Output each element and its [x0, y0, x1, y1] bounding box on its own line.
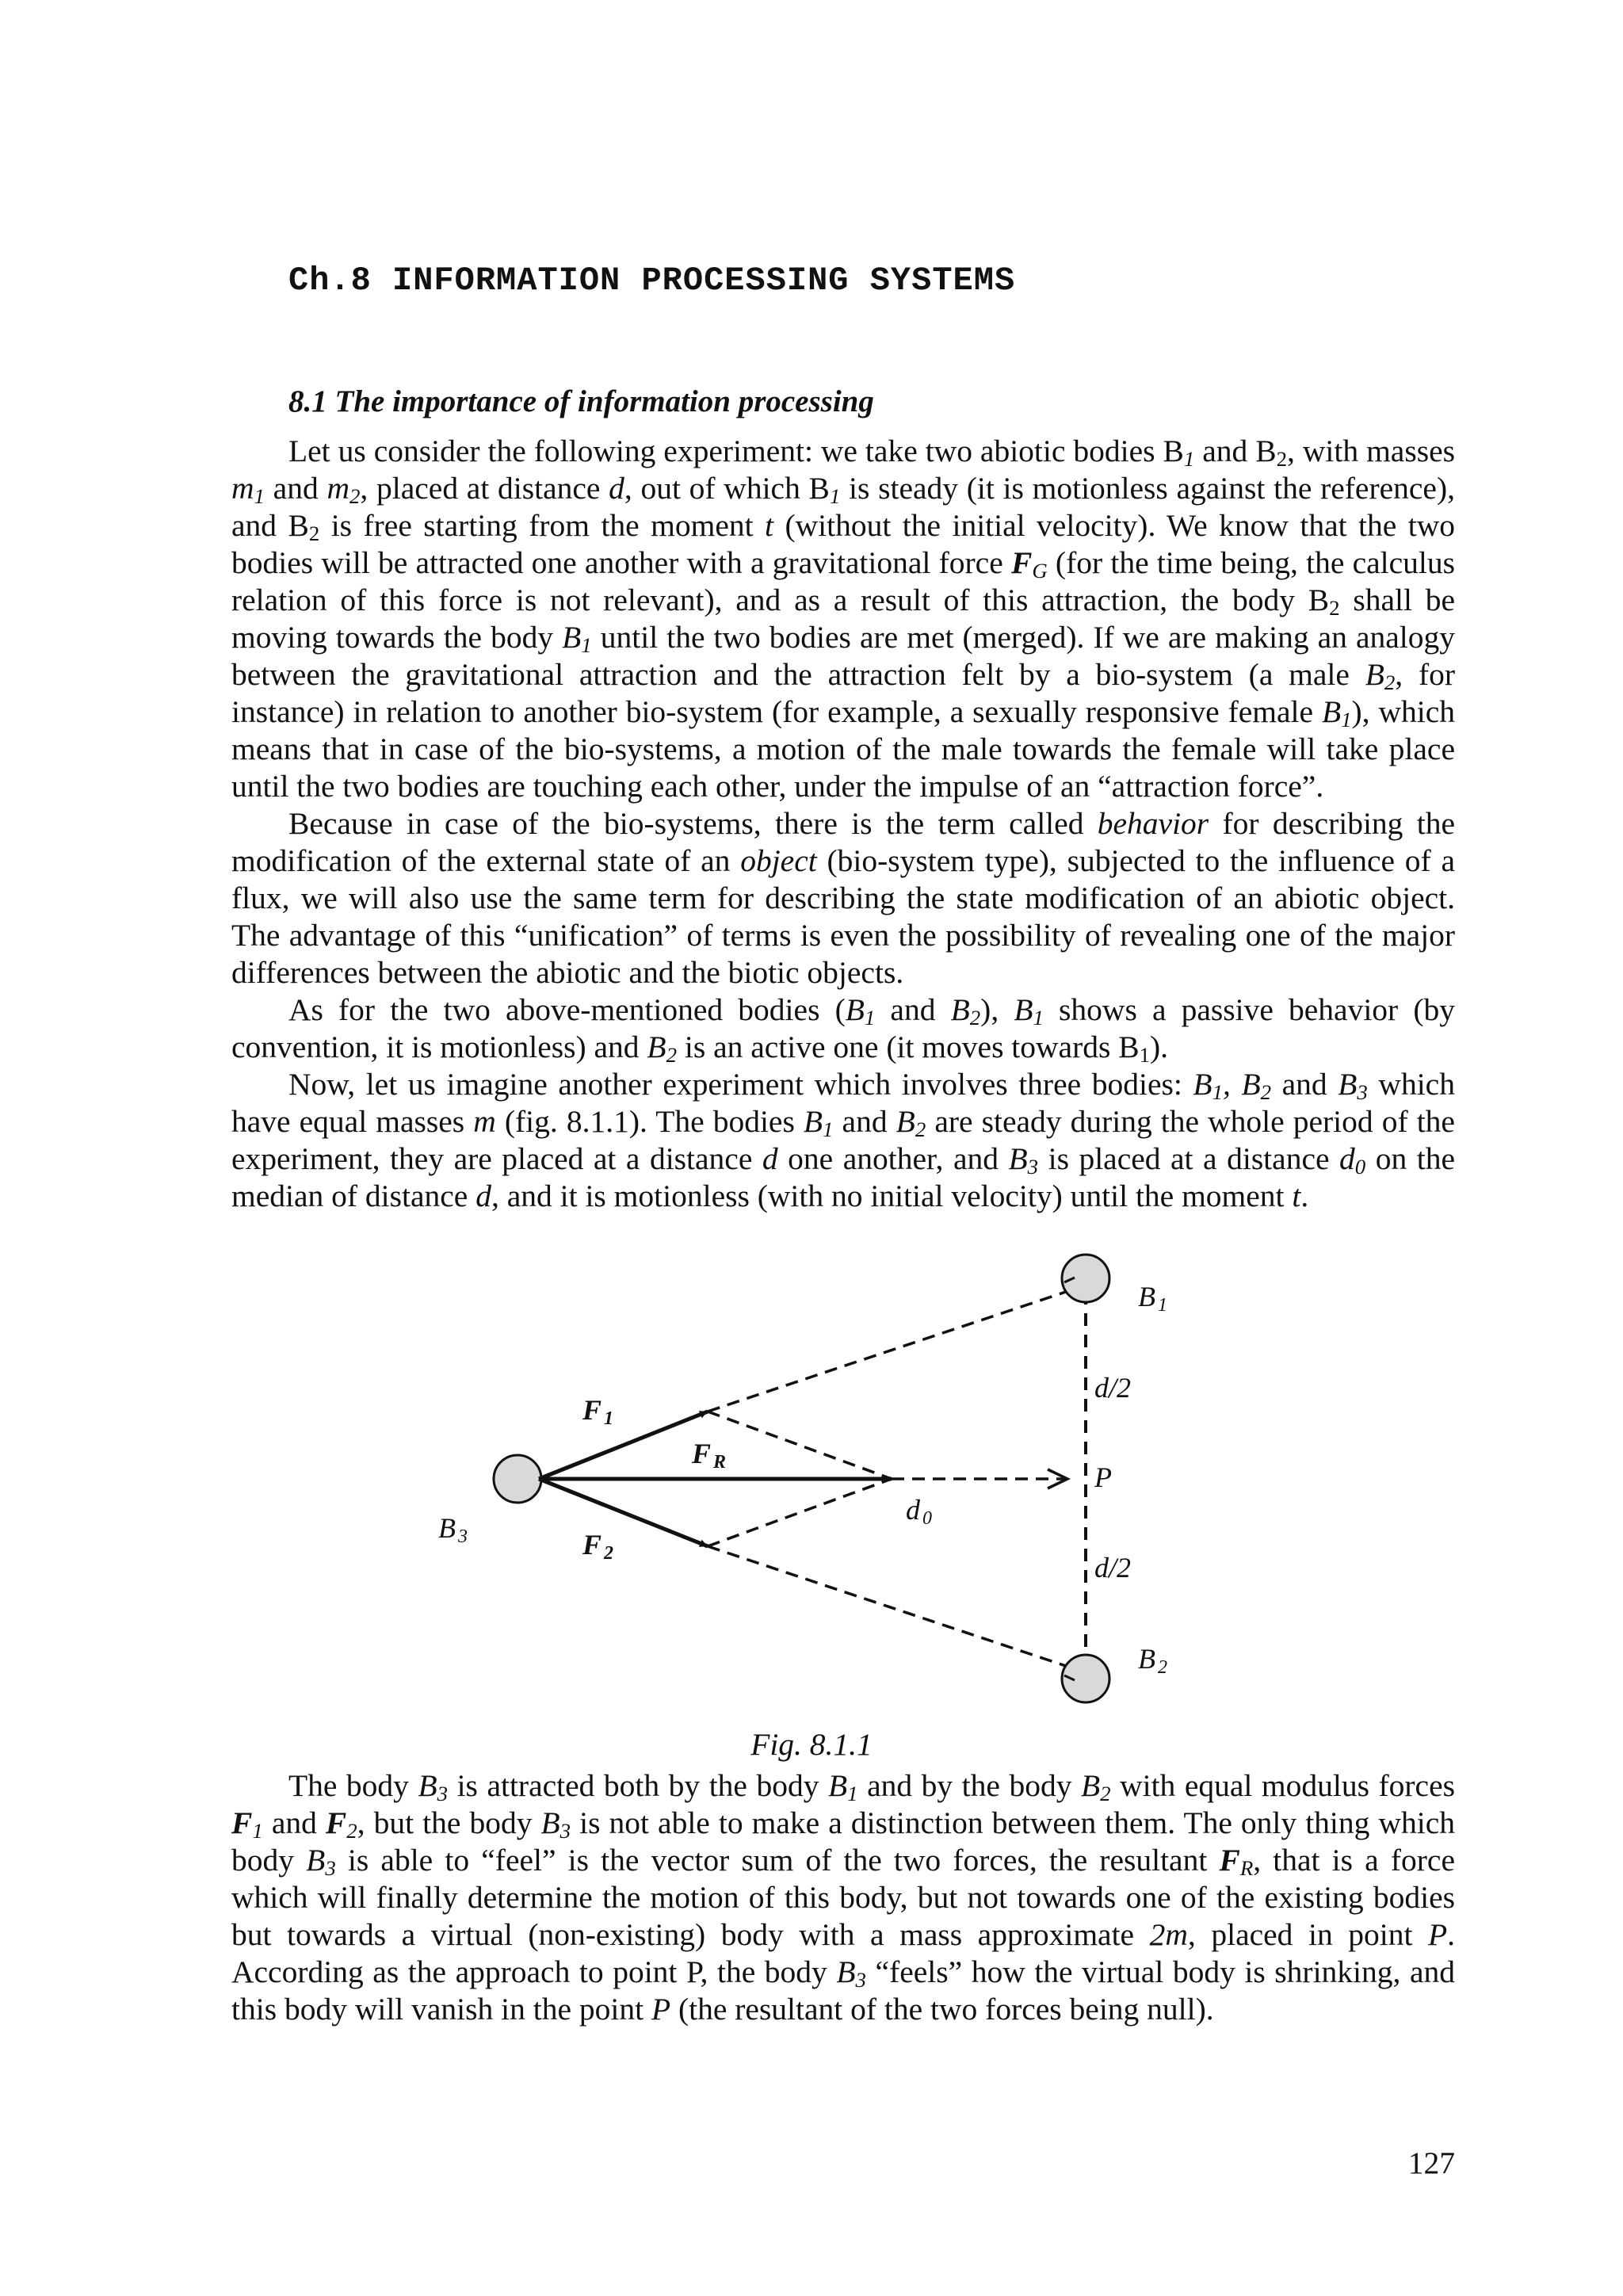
section-title: 8.1 The importance of information processing	[288, 384, 874, 418]
paragraph-4: Now, let us imagine another experiment which involves three bodies: $B_1$, $B_2$ and $B_3$ which have equal masses m (fig. 8.1.1). The bodies $B_1$ and $B_2$ are steady during the whole period of the experiment, they are placed at a distance d one another, and $B_3$ is placed at a distance $d_0$ on the median of distance d, and it is motionless (with no initial velocity) until the moment t.	[231, 1067, 1455, 1213]
label-f1: F 1	[582, 1394, 614, 1429]
paragraph-1: Let us consider the following experiment: we take two abiotic bodies $B_1$ and $B_2$, with masses $m_1$ and $m_2$, placed at distance d, out of which $B_1$ is steady (it is motionless against the reference), and $B_2$ is free starting from the moment t (without the initial velocity). We know that the two bodies will be attracted one another with a gravitational force $F_G$ (for the time being, the calculus relation of this force is not relevant), and as a result of this attraction, the body $B_2$ shall be moving towards the body $B_1$ until the two bodies are met (merged). If we are making an analogy between the gravitational attraction and the attraction felt by a bio-system (a male $B_2$, for instance) in relation to another bio-system (for example, a sexually responsive female $B_1$), which means that in case of the bio-systems, a motion of the male towards the female will take place until the two bodies are touching each other, under the impulse of an “attraction force”.	[231, 434, 1455, 804]
body-b1	[1062, 1255, 1109, 1302]
chapter-title: Ch.8 INFORMATION PROCESSING SYSTEMS	[288, 262, 1016, 300]
dashed-line-f1-to-fr	[708, 1412, 892, 1479]
label-b3: B 3	[438, 1512, 468, 1547]
force-f1-arrow	[539, 1412, 708, 1479]
label-d0: d 0	[906, 1494, 932, 1529]
label-half-top: d/2	[1094, 1372, 1132, 1404]
label-b1: B 1	[1138, 1281, 1167, 1316]
paragraph-3: As for the two above-mentioned bodies ($B_1$ and $B_2$), $B_1$ shows a passive behavior (by convention, it is motionless) and $B_2$ is an active one (it moves towards $B_1$).	[231, 992, 1455, 1067]
dashed-line-f2-to-fr	[708, 1479, 892, 1546]
force-f2-arrow	[539, 1479, 708, 1546]
label-fr: F R	[692, 1438, 727, 1473]
figure-caption: Fig. 8.1.1	[750, 1727, 873, 1762]
label-p: P	[1094, 1461, 1112, 1493]
label-f2: F 2	[582, 1529, 614, 1564]
page-number: 127	[1407, 2145, 1455, 2180]
dashed-line-f1-to-b1	[708, 1288, 1078, 1412]
paragraph-2: Because in case of the bio-systems, there is the term called behavior for describing the modification of the external state of an object (bio-system type), subjected to the influence of a flux, we will also use the same term for describing the state modification of an abiotic object. The advantage of this “unification” of terms is even the possibility of revealing one of the major differences between the abiotic and the biotic objects.	[231, 806, 1455, 990]
dashed-line-f2-to-b2	[708, 1546, 1078, 1670]
paragraph-5: The body $B_3$ is attracted both by the body $B_1$ and by the body $B_2$ with equal modulus forces $F_1$ and $F_2$, but the body $B_3$ is not able to make a distinction between them. The only thing which body $B_3$ is able to “feel” is the vector sum of the two forces, the resultant $F_R$, that is a force which will finally determine the motion of this body, but not towards one of the existing bodies but towards a virtual (non-existing) body with a mass approximate 2m, placed in point P. According as the approach to point P, the body $B_3$ “feels” how the virtual body is shrinking, and this body will vanish in the point P (the resultant of the two forces being null).	[231, 1768, 1456, 2027]
label-b2: B 2	[1138, 1643, 1167, 1678]
label-half-bottom: d/2	[1094, 1552, 1132, 1584]
text-block-lower	[231, 1767, 1455, 2028]
body-b3	[494, 1455, 541, 1503]
